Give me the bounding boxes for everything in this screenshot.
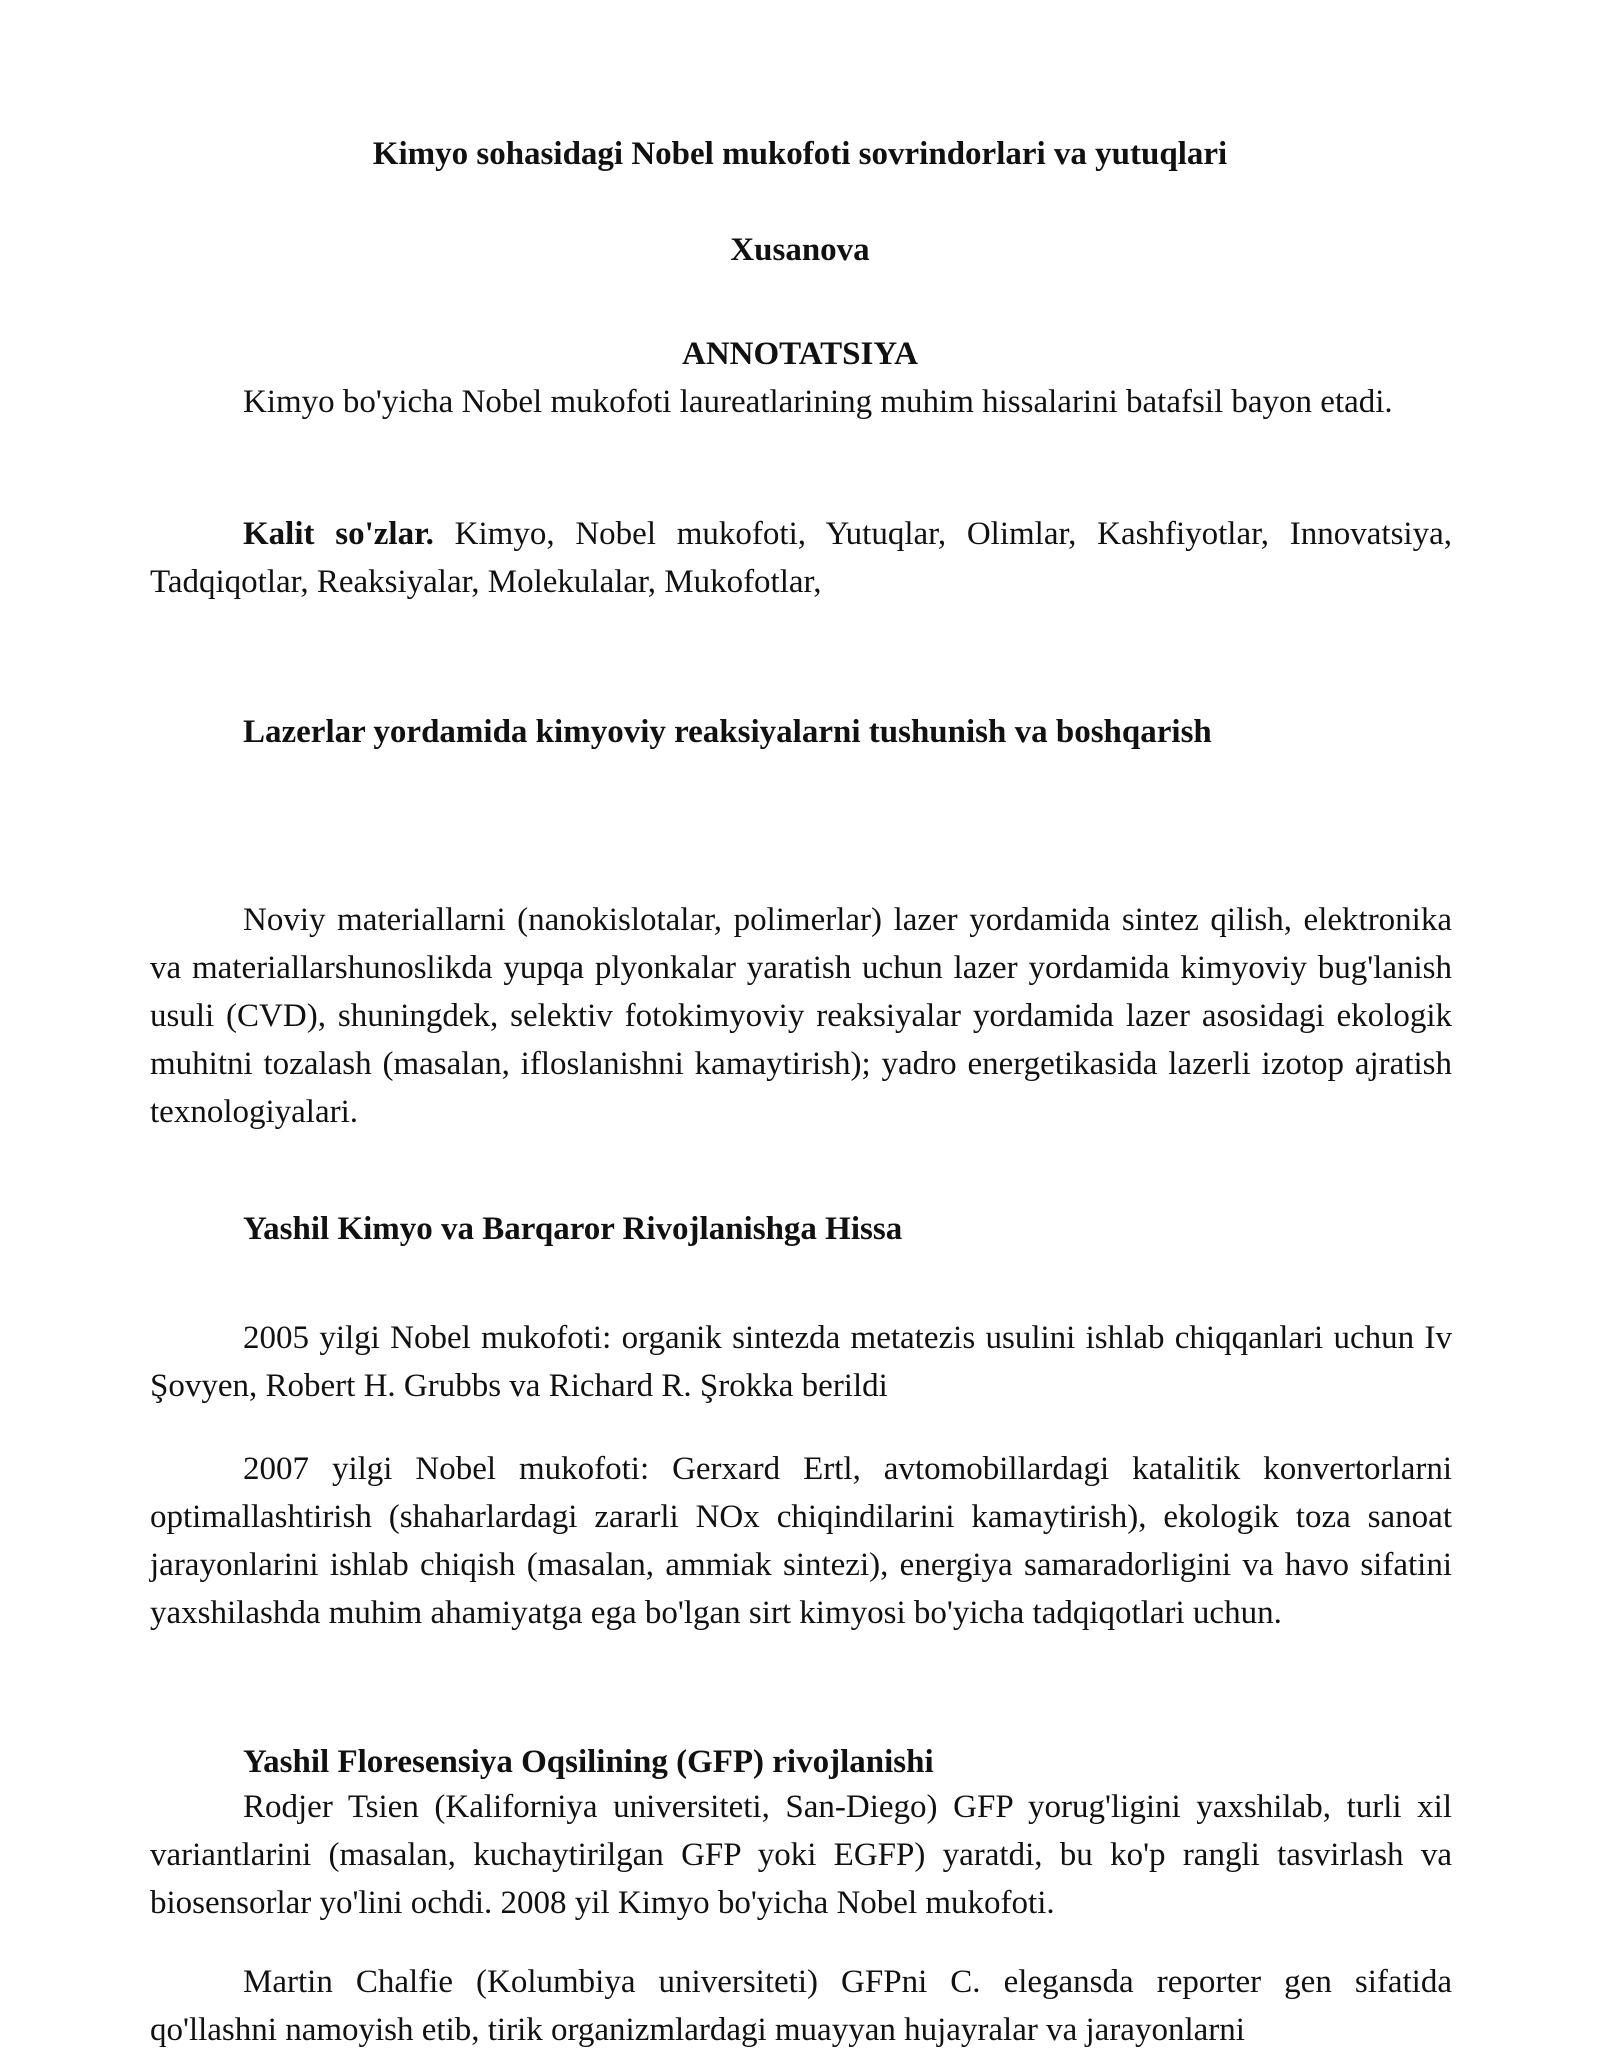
keywords-text: Kimyo, Nobel mukofoti, Yutuqlar, Olimlar, Kashfiyotlar, Innovatsiya, Tadqiqotlar, Reaksiyalar, Molekulalar, Mukofotlar, (150, 516, 1452, 600)
keywords-label: Kalit so'zlar. (243, 516, 434, 552)
section-heading-gfp: Yashil Floresensiya Oqsilining (GFP) rivojlanishi (243, 1744, 934, 1780)
paragraph-lasers: Noviy materiallarni (nanokislotalar, polimerlar) lazer yordamida sintez qilish, elektronika va materiallarshunoslikda yupqa plyonkalar yaratish uchun lazer yordamida kimyoviy bug'lanish usuli (CVD), shuningdek, selektiv fotokimyoviy reaksiyalar yordamida lazer asosidagi ekologik muhitni tozalash (masalan, ifloslanishni kamaytirish); yadro energetikasida lazerli izotop ajratish texnologiyalari. (150, 902, 1452, 1130)
section-heading-green-chemistry: Yashil Kimyo va Barqaror Rivojlanishga Hissa (243, 1211, 903, 1247)
paragraph-nobel-2005: 2005 yilgi Nobel mukofoti: organik sintezda metatezis usulini ishlab chiqqanlari uchun Iv Şovyen, Robert H. Grubbs va Richard R. Şrokka berildi (150, 1320, 1452, 1404)
paragraph-nobel-2007: 2007 yilgi Nobel mukofoti: Gerxard Ertl, avtomobillardagi katalitik konvertorlarni optimallashtirish (shaharlardagi zararli NOx chiqindilarini kamaytirish), ekologik toza sanoat jarayonlarini ishlab chiqish (masalan, ammiak sintezi), energiya samaradorligini va havo sifatini yaxshilashda muhim ahamiyatga ega bo'lgan sirt kimyosi bo'yicha tadqiqotlari uchun. (150, 1451, 1452, 1631)
annotation-heading: ANNOTATSIYA (682, 336, 918, 372)
section-heading-lasers: Lazerlar yordamida kimyoviy reaksiyalarni tushunish va boshqarish (243, 714, 1212, 750)
annotation-text: Kimyo bo'yicha Nobel mukofoti laureatlarining muhim hissalarini batafsil bayon etadi. (243, 384, 1393, 420)
paragraph-gfp-chalfie: Martin Chalfie (Kolumbiya universiteti) GFPni C. elegansda reporter gen sifatida qo'llashni namoyish etib, tirik organizmlardagi muayyan hujayralar va jarayonlarni (150, 1964, 1452, 2048)
author-name: Xusanova (730, 232, 870, 268)
document-title: Kimyo sohasidagi Nobel mukofoti sovrindorlari va yutuqlari (372, 136, 1228, 172)
paragraph-gfp-tsien: Rodjer Tsien (Kaliforniya universiteti, San-Diego) GFP yorug'ligini yaxshilab, turli xil variantlarini (masalan, kuchaytirilgan GFP yoki EGFP) yaratdi, bu ko'p rangli tasvirlash va biosensorlar yo'lini ochdi. 2008 yil Kimyo bo'yicha Nobel mukofoti. (150, 1789, 1452, 1921)
keywords-paragraph (150, 510, 1452, 606)
